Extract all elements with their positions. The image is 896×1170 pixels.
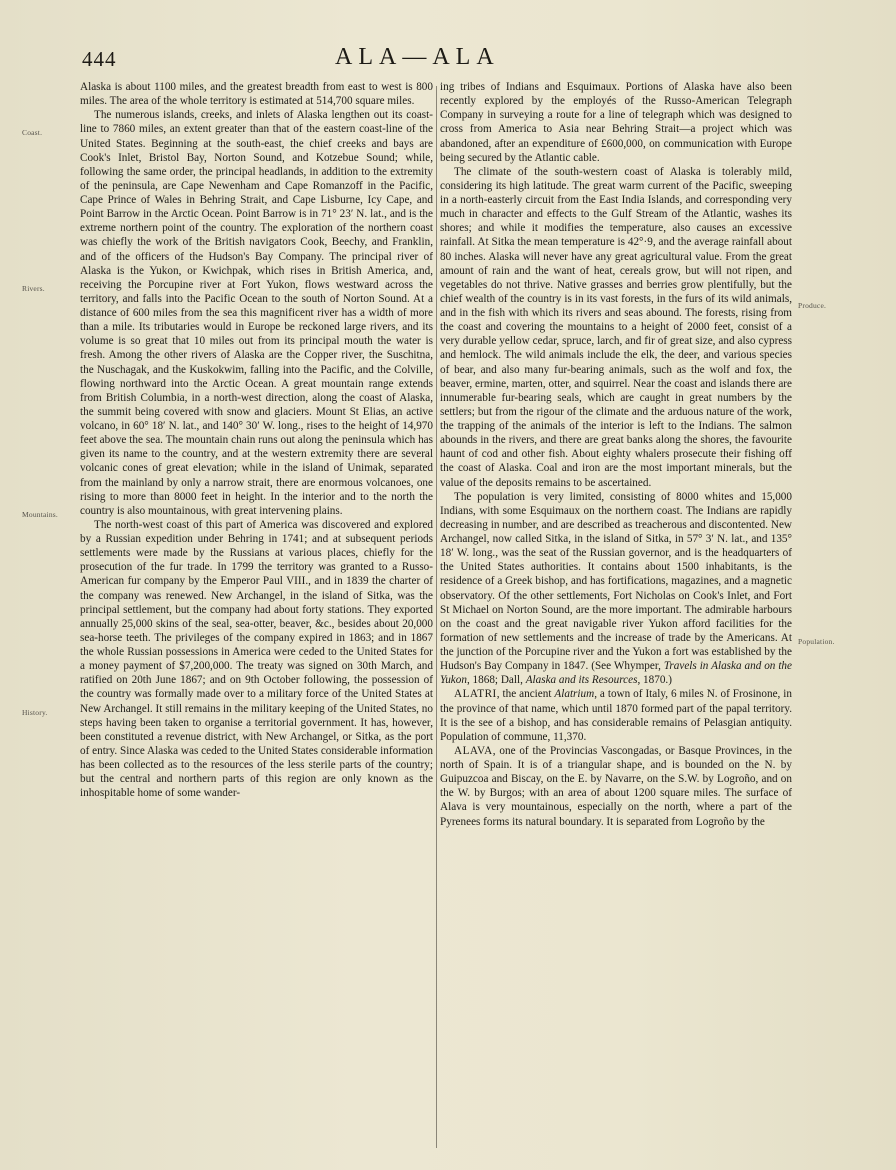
margin-note-rivers: Rivers.: [22, 284, 45, 293]
running-head: ALA—ALA: [335, 44, 500, 70]
paragraph-climate-produce: The climate of the south-western coast of Alaska is tolerably mild, considering its high latitude. The great warm current of the Pacific, sweeping in a north-easterly circuit from the East India Islands, and corresponding very much in character and effects to the Gulf Stream of the Atlantic, washes its shores; and while it modifies the temperature, also causes an excessive rainfall. At Sitka the mean temperature is 42°·9, and the average rainfall about 80 inches. Alaska will never have any great agricultural value. From the great amount of rain and the want of heat, cereals grow, but will not ripen, and vegetables do not thrive. Native grasses and berries grow plentifully, but the chief wealth of the country is in its vast forests, in the furs of its wild animals, and in the fish with which its rivers and seas abound. The forests, rising from the coast and covering the mountains to a height of 2000 feet, consist of a very durable yellow cedar, spruce, larch, and fir of great size, and also cypress and hemlock. The wild animals include the elk, the deer, and various species of bear, and also many fur-bearing animals, such as the wolf and fox, the beaver, ermine, marten, otter, and squirrel. Near the coast and islands there are innumerable fur-bearing seals, which are caught in great numbers by the settlers; but from the rigour of the climate and the arduous nature of the work, the trapping of the animals of the interior is left to the Indians. The salmon abounds in the rivers, and there are great banks along the shores, the favourite haunt of cod and other fish. About eighty whalers prosecute their fishing off the coast of Alaska. Coal and iron are the most important minerals, but the value of the deposits remains to be ascertained.: [440, 165, 792, 489]
paragraph-coast-rivers-mountains: The numerous islands, creeks, and inlets of Alaska lengthen out its coast-line to 7860 miles, an extent greater than that of the eastern coast-line of the United States. Beginning at the south-east, the chief creeks and bays are Cook's Inlet, Bristol Bay, Norton Sound, and Kotzebue Sound; while, following the same order, the principal headlands, in addition to the extremity of the peninsula, are Cape Newenham and Cape Romanzoff in the Pacific, Cape Prince of Wales in Behring Strait, and Cape Lisburne, Icy Cape, and Point Barrow in the Arctic Ocean. Point Barrow is in 71° 23′ N. lat., and is the extreme northern point of the country. The exploration of the northern coast was chiefly the work of the British navigators Cook, Beechy, and Franklin, and of the officers of the Hudson's Bay Company. The principal river of Alaska is the Yukon, or Kwichpak, which rises in British America, and, receiving the Porcupine river at Fort Yukon, flows westward across the territory, and falls into the Pacific Ocean to the south of Norton Sound. At a distance of 600 miles from the sea this magnificent river has a width of more than a mile. Its tributaries would in Europe be reckoned large rivers, and its volume is so great that 10 miles out from its principal mouth the water is fresh. Among the other rivers of Alaska are the Copper river, the Suschitna, the Nuschagak, and the Kuskokwim, falling into the Pacific, and the Colville, flowing northward into the Arctic Ocean. A great mountain range extends from British Columbia, in a north-west direction, along the coast of Alaska, the summit being covered with snow and glaciers. Mount St Elias, an active volcano, in 60° 18′ N. lat., and 140° 30′ W. long., rises to the height of 14,970 feet above the sea. The mountain chain runs out along the peninsula which has given its name to the country, and at the western extremity there are several volcanic cones of great elevation; while in the island of Unimak, separated from the mainland by only a narrow strait, there are enormous volcanoes, one rising to more than 8000 feet in height. In the interior and to the north the country is also mountainous, with great intervening plains.: [80, 109, 433, 517]
alatri-text: , the ancient: [496, 688, 555, 701]
reference-whymper: Travels in Alaska and on the Yukon: [440, 660, 792, 687]
column-rule: [436, 86, 437, 1148]
population-text: The population is very limited, consisting of 8000 whites and 15,000 Indians, with some Esquimaux on the northern coast. The Indians are rapidly decreasing in number, and are described as treacherous and discontented. New Archangel, now called Sitka, in the island of Sitka, in 57° 3′ N. lat., and 135° 18′ W. long., was the seat of the Russian governor, and is the headquarters of the United States authorities. It contains about 1500 inhabitants, is the residence of a Greek bishop, and has fortifications, magazines, and a magnetic observatory. Of the other settlements, Fort Nicholas on Cook's Inlet, and Fort St Michael on Norton Sound, are the more important. The admirable harbours on the coast and the great navigable river Yukon afford facilities for the formation of new settlements and the increase of trade by the Americans. At the junction of the Porcupine river and the Yukon a fort was established by the Hudson's Bay Company in 1847. (See Whymper,: [440, 490, 792, 673]
margin-note-population: Population.: [798, 637, 835, 646]
alatri-latin-name: Alatrium: [554, 688, 595, 701]
margin-note-coast: Coast.: [22, 128, 43, 137]
entry-alava: [440, 744, 792, 829]
population-text-end: , 1870.): [637, 674, 672, 687]
right-column: [440, 80, 792, 829]
margin-note-history: History.: [22, 708, 48, 717]
entry-alatri: [440, 687, 792, 744]
left-column: [80, 80, 433, 800]
paragraph-tribes-telegraph: ing tribes of Indians and Esquimaux. Portions of Alaska have also been recently explored by the employés of the Russo-American Telegraph Company in surveying a route for a line of telegraph which was designed to cross from America to Asia near Behring Strait—a project which was abandoned, after an expenditure of £600,000, on communication with Europe being secured by the Atlantic cable.: [440, 81, 792, 164]
entry-headword-alava: ALAVA: [454, 744, 493, 757]
entry-headword-alatri: ALATRI: [454, 688, 497, 701]
paragraph-history: The north-west coast of this part of America was discovered and explored by a Russian expedition under Behring in 1741; and at subsequent periods settlements were made by the Russians at various places, chiefly for the prosecution of the fur trade. In 1799 the territory was granted to a Russo-American fur company by the Emperor Paul VIII., and in 1839 the charter of the company was renewed. New Archangel, in the island of Sitka, was the principal settlement, but the company had about forty stations. They exported annually 25,000 skins of the seal, sea-otter, beaver, &c., besides about 20,000 sea-horse teeth. The privileges of the company expired in 1863; and in 1867 the whole Russian possessions in America were ceded to the United States for a money payment of $7,200,000. The treaty was signed on 30th March, and ratified on 20th June 1867; and on 9th October following, the possession of the country was formally made over to a military force of the United States at New Archangel. It still remains in the military keeping of the United States, no steps having been taken to organise a territorial government. It has, however, been constituted a revenue district, with New Archangel, or Sitka, as the port of entry. Since Alaska was ceded to the United States considerable information has been collected as to the resources of the less sterile parts of the country; but the central and northern parts of this region are only known as the inhospitable home of some wander-: [80, 518, 433, 800]
reference-dall: Alaska and its Resources: [525, 674, 638, 687]
margin-note-produce: Produce.: [798, 301, 827, 310]
page-number: 444: [82, 47, 117, 71]
paragraph-alaska-extent: Alaska is about 1100 miles, and the greatest breadth from east to west is 800 miles. The area of the whole territory is estimated at 514,700 square miles.: [80, 81, 433, 108]
alava-body: , one of the Provincias Vascongadas, or Basque Provinces, in the north of Spain. It is of a triangular shape, and is bounded on the N. by Guipuzcoa and Biscay, on the E. by Navarre, on the S.W. by Logroño, and on the W. by Burgos; with an area of about 1200 square miles. The surface of Alava is very mountainous, especially on the north, where a part of the Pyrenees forms its natural boundary. It is separated from Logroño by the: [440, 744, 792, 828]
alatri-body: , a town of Italy, 6 miles N. of Frosinone, in the province of that name, which until 1870 formed part of the papal territory. It is the see of a bishop, and has considerable remains of Pelasgian antiquity. Population of commune, 11,370.: [440, 688, 792, 743]
population-text-mid: , 1868; Dall,: [466, 674, 526, 687]
paragraph-population: [440, 490, 792, 688]
margin-note-mountains: Mountains.: [22, 510, 58, 519]
